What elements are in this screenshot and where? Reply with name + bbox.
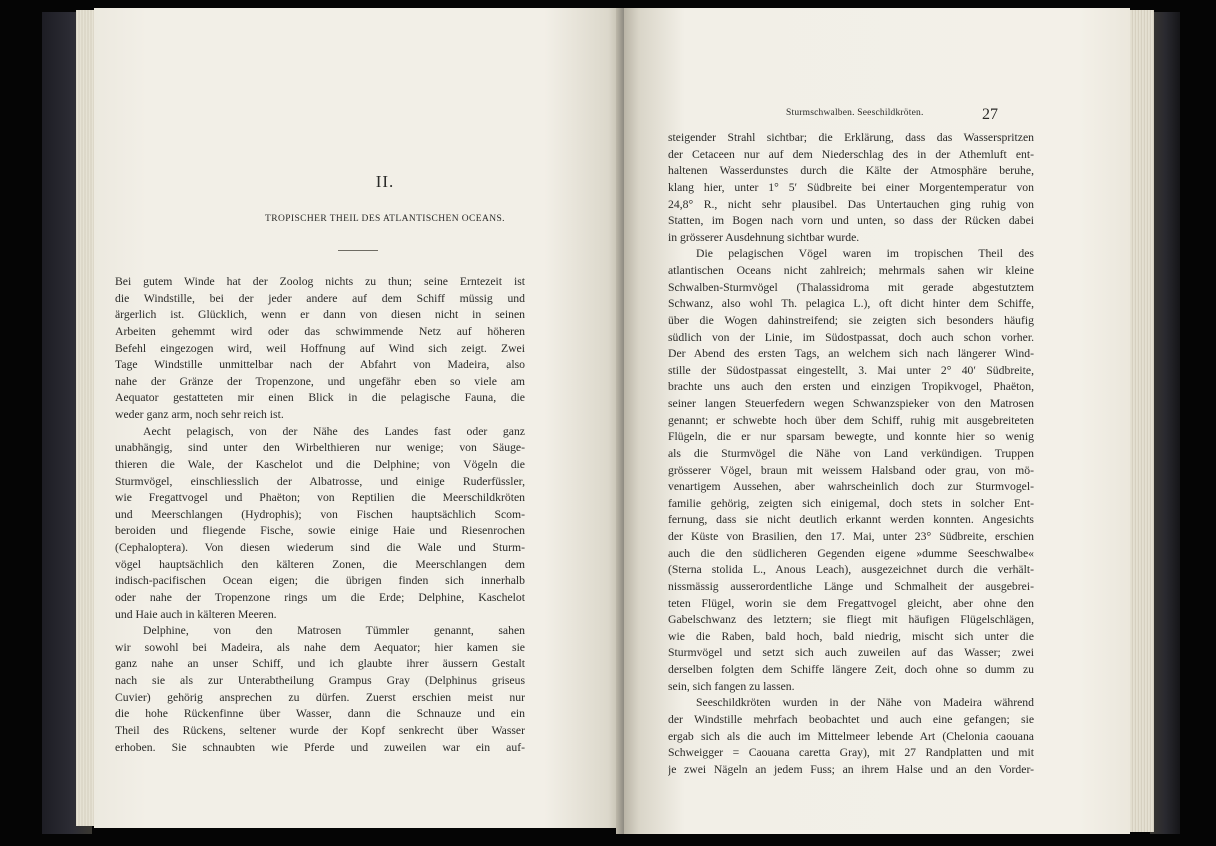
text-line: atlantischen Oceans nicht zahlreich; mehrmals sahen wir kleine (668, 264, 1034, 277)
right-body-text (668, 130, 1034, 778)
text-line: je zwei Nägeln an jedem Fuss; an ihrem Halse und an den Vorder- (668, 762, 1034, 776)
chapter-number: II. (375, 172, 395, 191)
chapter-title: TROPISCHER THEIL DES ATLANTISCHEN OCEANS. (265, 214, 505, 224)
text-line: oder nahe der Tropenzone rings um die Erde; Delphine, Kaschelot (115, 590, 525, 604)
text-line: als die Sturmvögel die Nähe von Land verkündigen. Truppen (668, 446, 1034, 460)
text-line: Cuvier) gehörig ansprechen zu dürfen. Zuerst erschien meist nur (115, 690, 525, 704)
text-line: wie Fregattvogel und Phaëton; von Reptilien die Meerschildkröten (115, 491, 525, 505)
text-line: venartigem Aussehen, aber wahrscheinlich doch zur Sturmvogel- (668, 480, 1034, 494)
text-line: wie die Raben, bald hoch, bald niedrig, mischt sich unter die (668, 629, 1034, 643)
text-line: grösserer Vögel, braun mit weissem Halsband oder grau, von mö- (668, 463, 1034, 477)
text-line: erhoben. Sie schnaubten wie Pferde und zuweilen war ein auf- (115, 740, 525, 754)
text-line: thieren die Wale, der Kaschelot und die Delphine; von Vögeln die (115, 457, 525, 471)
text-line: über die Wogen dahinstreifend; sie zeigten sich besonders häufig (668, 313, 1034, 327)
text-line: nissmässig ausserordentliche Länge und Schmalheit der ausgebrei- (668, 579, 1034, 593)
page-edges-right (1126, 10, 1154, 832)
book-cover-right (1150, 12, 1180, 834)
text-line: Schwanz, also wohl Th. pelagica L.), oft dicht hinter dem Schiffe, (668, 297, 1034, 311)
text-line: haltenen Wasserdunstes durch die Kälte der Atmosphäre beruhe, (668, 164, 1034, 178)
text-line: indisch-pacifischen Ocean eigen; die übrigen finden sich innerhalb (115, 574, 525, 588)
text-line: familie gehörig, zeigten sich einigemal, doch stets in solcher Ent- (668, 496, 1034, 510)
text-line: Die pelagischen Vögel waren im tropischen Theil des (696, 247, 1034, 261)
text-line: Schwalben-Sturmvögel (Thalassidroma mit gerade abgestutztem (668, 280, 1034, 294)
text-line: der Windstille mehrfach beobachtet und auch eine gefangen; sie (668, 712, 1034, 726)
text-line: Tage Windstille unmittelbar nach der Abfahrt von Madeira, also (115, 358, 525, 372)
text-line: auch die den südlicheren Gegenden eigene »dumme Seeschwalbe« (668, 546, 1034, 560)
text-line: nahe der Gränze der Tropenzone, und ungefähr eben so viele am (115, 374, 525, 388)
text-line: (Cephaloptera). Von diesen wiederum sind die Wale und Sturm- (115, 541, 525, 554)
text-line: Delphine, von den Matrosen Tümmler genannt, sahen (143, 624, 525, 638)
text-line: Sturmvögel, einschliesslich der Albatrosse, und einige Ruderfüssler, (115, 474, 525, 488)
text-line: der Cetaceen nur auf dem Niederschlag des in der Athemluft ent- (668, 147, 1034, 161)
text-line: Flügeln, die er nur sparsam bewegte, und konnte hier so wenig (668, 430, 1034, 444)
text-line: (Sterna stolida L., Anous Leach), ausgezeichnet durch die verhält- (668, 563, 1034, 577)
page-number: 27 (982, 106, 998, 123)
text-line: der Küste von Brasilien, den 17. Mai, unter 23° Südbreite, erschien (668, 530, 1034, 543)
text-line: seiner langen Steuerfedern wegen Schwanzspieker von den Matrosen (668, 397, 1034, 410)
text-line: in grösserer Ausdehnung sichtbar wurde. (668, 230, 860, 244)
left-body-text (115, 274, 525, 756)
text-line: teten Flügel, worin sie dem Fregattvogel gleicht, aber ohne den (668, 596, 1034, 610)
text-line: Bei gutem Winde hat der Zoolog nichts zu thun; seine Erntezeit ist (115, 275, 525, 288)
text-line: die Windstille, bei der jeder andere auf dem Schiff müssig und (115, 291, 525, 305)
left-page (94, 8, 624, 828)
text-line: Befehl eingezogen wird, weil Hoffnung auf Wind sich zeigt. Zwei (115, 341, 525, 355)
running-head: Sturmschwalben. Seeschildkröten. (786, 108, 924, 118)
text-line: ganz nahe an unser Schiff, und ich glaubte ihrer äussern Gestalt (115, 657, 525, 671)
text-line: Statten, im Bogen nach vorn und unten, so dass der Rücken dabei (668, 214, 1034, 228)
text-line: steigender Strahl sichtbar; die Erklärung, dass das Wasserspritzen (668, 131, 1034, 144)
text-line: Aecht pelagisch, von der Nähe des Landes fast oder ganz (143, 424, 525, 438)
text-line: südlich von der Linie, im Südostpassat, doch auch schon vorher. (668, 330, 1034, 344)
text-line: Sturmvögel und setzt sich auch zuweilen auf das Wasser; zwei (668, 646, 1034, 660)
text-line: Der Abend des ersten Tags, an welchem sich nach längerer Wind- (668, 347, 1034, 361)
text-line: Gabelschwanz des letztern; sie fliegt mit häufigen Flügelschlägen, (668, 613, 1034, 627)
text-line: Arbeiten gehemmt wird oder das schwimmende Netz auf höheren (115, 324, 525, 338)
text-line: und Meerschlangen (Hydrophis); von Fischen hauptsächlich Scom- (115, 507, 525, 521)
text-line: wir sowohl bei Madeira, als nahe dem Aequator; hier kamen sie (115, 640, 525, 654)
text-line: Aequator gestatteten mir einen Blick in die pelagische Fauna, die (115, 391, 525, 405)
text-line: die hohe Rückenfinne über Wasser, dann die Schnauze und ein (115, 707, 525, 721)
text-line: klang hier, unter 1° 5′ Südbreite bei einer Morgentemperatur von (668, 180, 1034, 194)
text-line: 24,8° R., nicht sehr plausibel. Das Untertauchen ging ruhig von (668, 197, 1034, 211)
text-line: brachte uns auch den ersten und einzigen Tropikvogel, Phaëton, (668, 380, 1034, 394)
text-line: Theil des Rückens, seltener wurde der Kopf senkrecht über Wasser (115, 723, 525, 737)
text-line: genannt; er schwebte hoch über dem Schiff, ruhig mit ausgebreiteten (668, 413, 1034, 427)
text-line: weder ganz arm, noch sehr reich ist. (115, 408, 284, 421)
text-line: unabhängig, sind unter den Wirbelthieren nur wenige; von Säuge- (115, 441, 525, 455)
right-page (624, 8, 1130, 834)
text-line: Seeschildkröten wurden in der Nähe von Madeira während (696, 696, 1034, 710)
text-line: derselben folgten dem Schiffe längere Zeit, doch ohne so dumm zu (668, 663, 1034, 676)
text-line: vögel hauptsächlich den kälteren Zonen, die Meerschlangen dem (115, 557, 525, 571)
text-line: Schweigger = Caouana caretta Gray), mit 27 Randplatten und mit (668, 746, 1034, 760)
text-line: fernung, dass sie nicht deutlich erkannt werden konnten. Angesichts (668, 513, 1034, 527)
text-line: ergab sich als die auch im Mittelmeer lebende Art (Chelonia caouana (668, 729, 1034, 743)
text-line: ärgerlich ist. Glücklich, wenn er dann von diesen nicht in seinen (115, 308, 525, 322)
chapter-rule (338, 250, 378, 251)
text-line: und Haie auch in kälteren Meeren. (115, 607, 277, 621)
text-line: nach sie als zur Unterabtheilung Grampus Gray (Delphinus griseus (115, 674, 525, 687)
text-line: beroiden und fliegende Fische, sowie einige Haie und Riesenrochen (115, 524, 525, 538)
text-line: sein, sich fangen zu lassen. (668, 679, 795, 693)
text-line: stille der Südostpassat eingestellt, 3. Mai unter 2° 40′ Südbreite, (668, 363, 1034, 377)
